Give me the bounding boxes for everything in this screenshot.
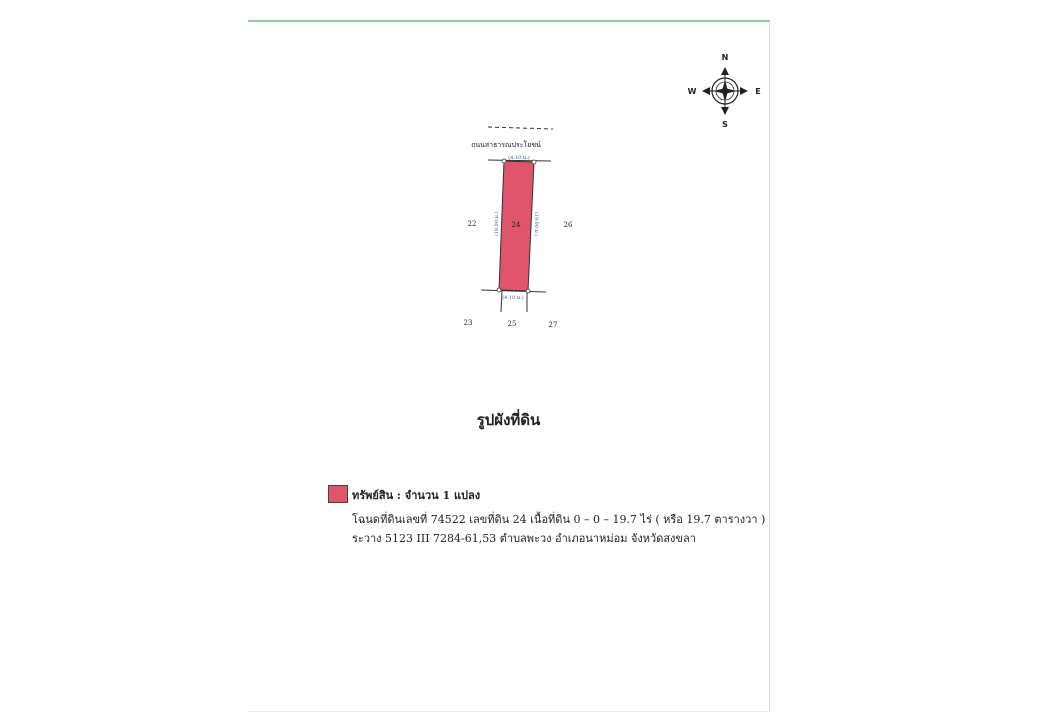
dimension-left: (19.00 ม.)	[494, 211, 500, 237]
compass-west-label: W	[687, 87, 697, 96]
parcel-number-subject: 24	[511, 221, 521, 229]
road-line	[488, 127, 553, 129]
legend-location-details: ระวาง 5123 III 7284-61,53 ตำบลพะวง อำเภอนาหม่อม จังหวัดสงขลา	[352, 532, 696, 545]
parcel-number-bottom-center: 25	[507, 320, 517, 328]
legend-deed-details: โฉนดที่ดินเลขที่ 74522 เลขที่ดิน 24 เนื้อที่ดิน 0 – 0 – 19.7 ไร่ ( หรือ 19.7 ตารางวา )	[352, 513, 766, 526]
compass-rose-icon	[688, 53, 761, 129]
legend-property-count: ทรัพย์สิน : จำนวน 1 แปลง	[352, 489, 481, 502]
dimension-right: (19.00 ม.)	[533, 211, 539, 237]
parcel-number-left: 22	[467, 220, 477, 228]
parcel-number-bottom-right: 27	[548, 321, 558, 329]
land-plan	[248, 22, 769, 711]
parcel-number-bottom-left: 23	[463, 319, 473, 327]
dimension-bottom: (4.10 ม.)	[502, 295, 524, 301]
road-label: ถนนสาธารณประโยชน์	[471, 141, 541, 149]
compass-north-label: N	[721, 53, 729, 62]
dimension-top: (4.10 ม.)	[508, 155, 530, 161]
plan-title: รูปผังที่ดิน	[476, 411, 541, 429]
legend-color-swatch	[328, 485, 348, 503]
compass-east-label: E	[755, 87, 761, 96]
parcel-number-right: 26	[563, 221, 573, 229]
compass-south-label: S	[722, 120, 728, 129]
document-page	[248, 20, 770, 712]
